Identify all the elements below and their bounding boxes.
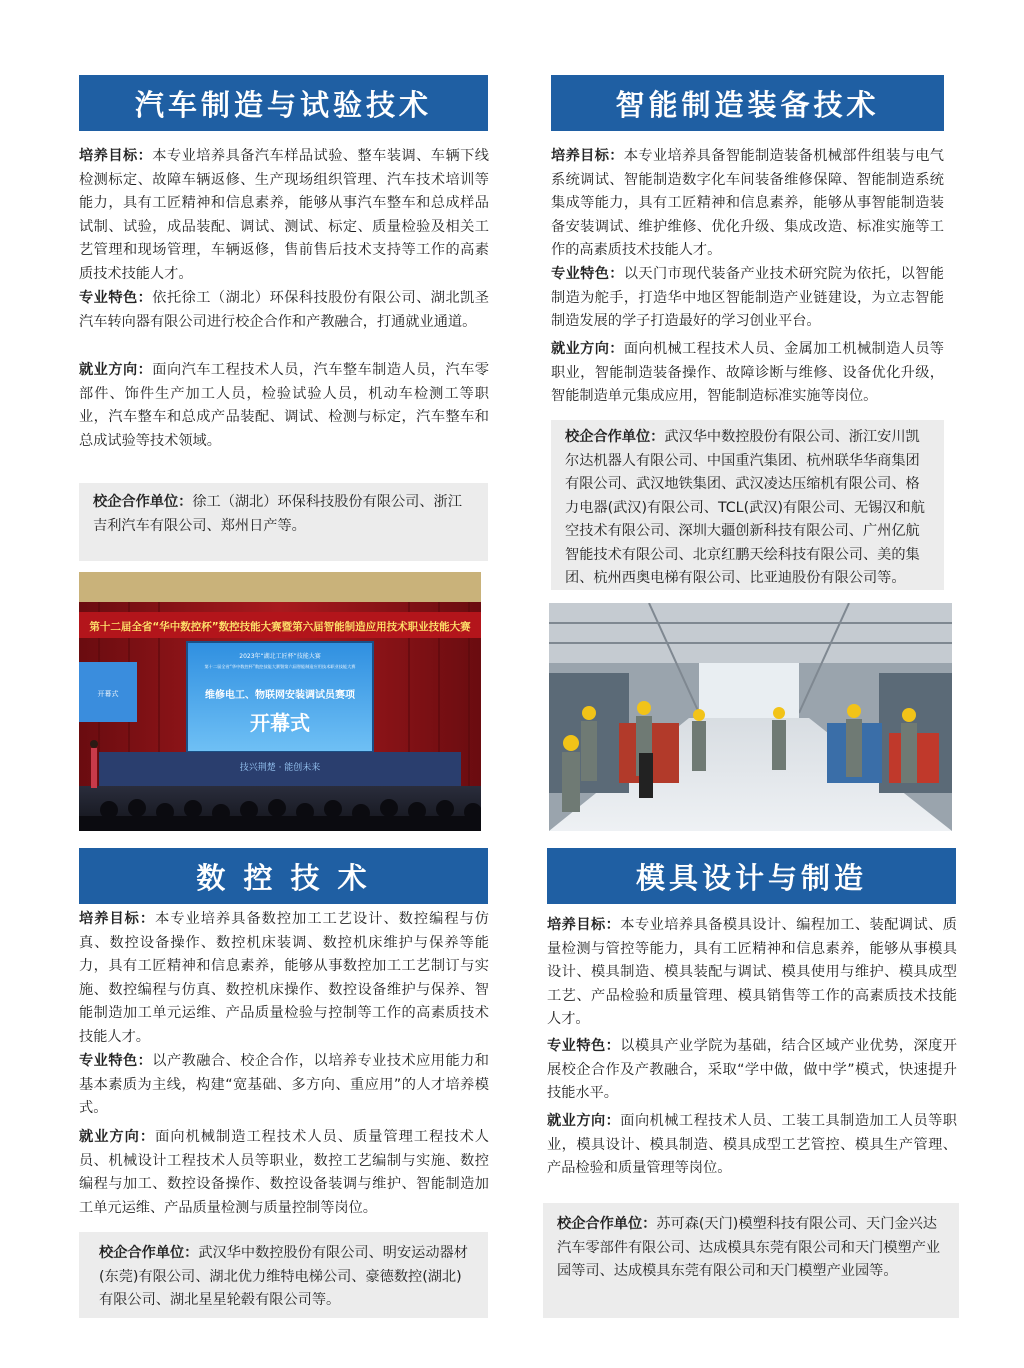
section-title-auto: 汽车制造与试验技术 xyxy=(79,75,488,131)
feature-label: 专业特色： xyxy=(551,266,624,282)
goal-label: 培养目标： xyxy=(551,148,624,164)
career-label: 就业方向： xyxy=(547,1113,621,1129)
section-title-cnc: 数 控 技 术 xyxy=(79,848,488,904)
auto-career xyxy=(79,359,489,453)
goal-text: 本专业培养具备汽车样品试验、整车装调、车辆下线检测标定、故障车辆返修、生产现场组织管理、汽车技术培训等能力，具有工匠精神和信息素养，能够从事汽车整车和总成样品试制、试验，成品装配、调试、测试、标定、质量检验及相关工艺管理和现场管理，车辆返修，售前售后技术支持等工作的高素质技术技能人才。 xyxy=(79,148,489,282)
coop-text: 武汉华中数控股份有限公司、浙江安川凯尔达机器人有限公司、中国重汽集团、杭州联华华商集团有限公司、武汉地铁集团、武汉凌达压缩机有限公司、格力电器(武汉)有限公司、TCL(武汉)有限公司、无锡汉和航空技术有限公司、深圳大疆创新科技有限公司、广州亿航智能技术有限公司、北京红鹏天绘科技有限公司、美的集团、杭州西奥电梯有限公司、比亚迪股份有限公司等。 xyxy=(565,429,925,586)
mold-career xyxy=(547,1110,957,1181)
mold-goal xyxy=(547,914,957,1032)
career-text: 面向机械工程技术人员、工装工具制造加工人员等职业，模具设计、模具制造、模具成型工艺管控、模具生产管理、产品检验和质量管理等岗位。 xyxy=(547,1113,957,1176)
mold-feature xyxy=(547,1035,957,1106)
coop-label: 校企合作单位： xyxy=(93,494,193,510)
cnc-goal xyxy=(79,908,489,1049)
goal-text: 本专业培养具备智能制造装备机械部件组装与电气系统调试、智能制造数字化车间装备维修保障、智能制造系统集成等能力，具有工匠精神和信息素养，能够从事智能制造装备安装调试、维护维修、优化升级、集成改造、标准实施等工作的高素质技术技能人才。 xyxy=(551,148,944,258)
coop-label: 校企合作单位： xyxy=(99,1245,199,1261)
screen-sub: 维修电工、物联网安装调试员赛项 xyxy=(205,690,355,701)
goal-text: 本专业培养具备数控加工工艺设计、数控编程与仿真、数控设备操作、数控机床装调、数控机床维护与保养等能力，具有工匠精神和信息素养，能够从事数控加工工艺制订与实施、数控编程与仿真、数控机床操作、数控设备维护与保养、智能制造加工单元运维、产品质量检验与控制等工作的高素质技术技能人才。 xyxy=(79,911,489,1045)
smart-goal xyxy=(551,145,944,263)
coop-text: 武汉华中数控股份有限公司、明安运动器材(东莞)有限公司、湖北优力维特电梯公司、豪德数控(湖北)有限公司、湖北星星轮毂有限公司等。 xyxy=(99,1245,468,1308)
screen-line2: 第十二届全省“华中数控杯”数控技能大赛暨第六届智能制造应用技术职业技能大赛 xyxy=(204,664,356,669)
smart-career xyxy=(551,338,944,409)
auto-feature xyxy=(79,287,489,334)
goal-label: 培养目标： xyxy=(79,911,156,927)
cnc-coop xyxy=(79,1232,488,1318)
career-label: 就业方向： xyxy=(79,362,153,378)
feature-label: 专业特色： xyxy=(79,290,153,306)
coop-label: 校企合作单位： xyxy=(557,1216,657,1232)
smart-feature xyxy=(551,263,944,334)
coop-text: 徐工（湖北）环保科技股份有限公司、浙江吉利汽车有限公司、郑州日产等。 xyxy=(93,494,462,534)
coop-label: 校企合作单位： xyxy=(565,429,665,445)
stage-text: 技兴荆楚 · 能创未来 xyxy=(239,763,321,773)
career-label: 就业方向： xyxy=(79,1129,156,1145)
feature-label: 专业特色： xyxy=(547,1038,621,1054)
goal-label: 培养目标： xyxy=(79,148,153,164)
feature-text: 以天门市现代装备产业技术研究院为依托，以智能制造为舵手，打造华中地区智能制造产业链建设，为立志智能制造发展的学子打造最好的学习创业平台。 xyxy=(551,266,944,329)
photo-workshop xyxy=(549,603,952,831)
banner-text: 第十二届全省“华中数控杯”数控技能大赛暨第六届智能制造应用技术职业技能大赛 xyxy=(89,621,471,633)
coop-text: 苏可森(天门)模塑科技有限公司、天门金兴达汽车零部件有限公司、达成模具东莞有限公司和天门模塑产业园等司、达成模具东莞有限公司和天门模塑产业园等。 xyxy=(557,1216,941,1279)
feature-label: 专业特色： xyxy=(79,1053,153,1069)
feature-text: 以产教融合、校企合作，以培养专业技术应用能力和基本素质为主线，构建“宽基础、多方向、重应用”的人才培养模式。 xyxy=(79,1053,489,1116)
left-screen-text: 开幕式 xyxy=(97,690,119,698)
career-label: 就业方向： xyxy=(551,341,624,357)
screen-main: 开幕式 xyxy=(250,711,310,735)
cnc-feature xyxy=(79,1050,489,1121)
career-text: 面向机械工程技术人员、金属加工机械制造人员等职业，智能制造装备操作、故障诊断与维修、设备优化升级，智能制造单元集成应用，智能制造标准实施等岗位。 xyxy=(551,341,944,404)
cnc-career xyxy=(79,1126,489,1220)
smart-coop xyxy=(551,420,944,590)
section-title-smart: 智能制造装备技术 xyxy=(551,75,944,131)
goal-label: 培养目标： xyxy=(547,917,621,933)
career-text: 面向机械制造工程技术人员、质量管理工程技术人员、机械设计工程技术人员等职业，数控工艺编制与实施、数控编程与加工、数控设备操作、数控设备装调与维护、智能制造加工单元运维、产品质量检测与质量控制等岗位。 xyxy=(79,1129,489,1216)
section-title-mold: 模具设计与制造 xyxy=(547,848,956,904)
photo-opening-ceremony xyxy=(79,572,481,831)
feature-text: 以模具产业学院为基础，结合区域产业优势，深度开展校企合作及产教融合，采取“学中做，做中学”模式，快速提升技能水平。 xyxy=(547,1038,957,1101)
screen-line1: 2023年“湖北工匠杯”技能大赛 xyxy=(239,653,321,660)
career-text: 面向汽车工程技术人员，汽车整车制造人员，汽车零部件、饰件生产加工人员，检验试验人员，机动车检测工等职业，汽车整车和总成产品装配、调试、检测与标定，汽车整车和总成试验等技术领域。 xyxy=(79,362,489,449)
auto-coop xyxy=(79,483,488,561)
mold-coop xyxy=(543,1203,959,1318)
goal-text: 本专业培养具备模具设计、编程加工、装配调试、质量检测与管控等能力，具有工匠精神和信息素养，能够从事模具设计、模具制造、模具装配与调试、模具使用与维护、模具成型工艺、产品检验和质量管理、模具销售等工作的高素质技术技能人才。 xyxy=(547,917,957,1027)
feature-text: 依托徐工（湖北）环保科技股份有限公司、湖北凯圣汽车转向器有限公司进行校企合作和产教融合，打通就业通道。 xyxy=(79,290,489,330)
auto-goal xyxy=(79,145,489,286)
